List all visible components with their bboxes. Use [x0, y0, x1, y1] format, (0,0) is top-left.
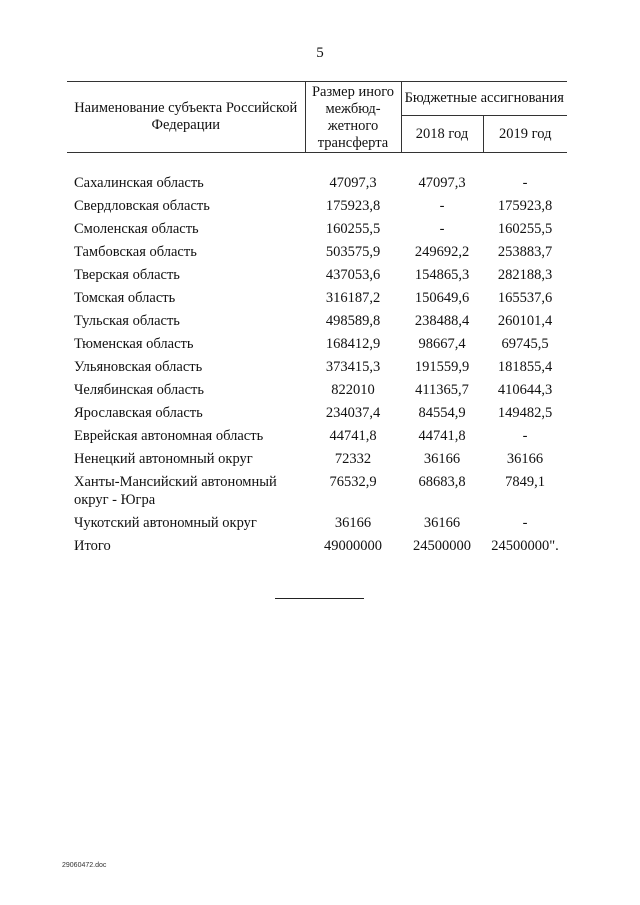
- region-name-cell: Сахалинская область: [74, 175, 204, 191]
- allocation-2018-cell: 238488,4: [414, 313, 470, 329]
- allocation-2019-cell: 175923,8: [497, 198, 553, 214]
- transfer-size-cell: 36166: [334, 515, 372, 531]
- allocation-2019-cell: 282188,3: [497, 267, 553, 283]
- allocation-2019-cell: 149482,5: [497, 405, 553, 421]
- transfer-size-cell: 373415,3: [325, 359, 381, 375]
- page-number: 5: [316, 45, 324, 61]
- table-row: [67, 218, 567, 241]
- header-year-2018: 2018 год: [401, 116, 483, 153]
- allocation-2019-cell: -: [522, 515, 528, 531]
- allocation-2019-cell: 160255,5: [497, 221, 553, 237]
- allocation-2018-cell: 36166: [423, 515, 461, 531]
- allocation-2019-cell: 260101,4: [497, 313, 553, 329]
- table-row: [67, 195, 567, 218]
- allocation-2018-cell: 84554,9: [418, 405, 466, 421]
- allocation-2019-cell: 24500000".: [491, 538, 559, 554]
- budget-table: [67, 81, 567, 558]
- transfer-size-cell: 168412,9: [325, 336, 381, 352]
- allocation-2018-cell: 150649,6: [414, 290, 470, 306]
- table-row: [67, 379, 567, 402]
- allocation-2018-cell: 68683,8: [418, 474, 466, 490]
- table-row: [67, 333, 567, 356]
- transfer-size-cell: 72332: [334, 451, 372, 467]
- table-row: [67, 512, 567, 535]
- header-spacer: [67, 153, 567, 173]
- transfer-size-cell: 437053,6: [325, 267, 381, 283]
- transfer-size-cell: 49000000: [324, 538, 382, 554]
- region-name-cell: Ярославская область: [74, 405, 203, 421]
- table-row: [67, 264, 567, 287]
- allocation-2018-cell: -: [439, 198, 445, 214]
- table-row: [67, 172, 567, 195]
- transfer-size-cell: 47097,3: [329, 175, 377, 191]
- table-row: [67, 310, 567, 333]
- allocation-2018-cell: -: [439, 221, 445, 237]
- allocation-2018-cell: 24500000: [413, 538, 471, 554]
- transfer-size-cell: 44741,8: [329, 428, 377, 444]
- region-name-cell: Томская область: [74, 290, 176, 306]
- region-name-cell: Смоленская область: [74, 221, 199, 237]
- region-name-cell: Еврейская автономная область: [74, 428, 264, 444]
- budget-table-container: [67, 81, 567, 558]
- allocation-2019-cell: 69745,5: [501, 336, 549, 352]
- region-name-cell: Итого: [74, 538, 111, 554]
- table-row: [67, 356, 567, 379]
- transfer-size-cell: 503575,9: [325, 244, 381, 260]
- allocation-2019-cell: 181855,4: [497, 359, 553, 375]
- region-name-cell: Тюменская область: [74, 336, 194, 352]
- header-budget-allocations: Бюджетные ассигнования: [401, 82, 567, 116]
- header-transfer-size: Размер иного межбюд-жетного трансферта: [305, 82, 401, 153]
- allocation-2019-cell: 36166: [506, 451, 544, 467]
- allocation-2019-cell: -: [522, 175, 528, 191]
- table-row: [67, 241, 567, 264]
- transfer-size-cell: 175923,8: [325, 198, 381, 214]
- allocation-2018-cell: 36166: [423, 451, 461, 467]
- transfer-size-cell: 160255,5: [325, 221, 381, 237]
- allocation-2018-cell: 249692,2: [414, 244, 470, 260]
- transfer-size-cell: 498589,8: [325, 313, 381, 329]
- region-name-cell: Тульская область: [74, 313, 180, 329]
- allocation-2018-cell: 191559,9: [414, 359, 470, 375]
- region-name-cell: Ненецкий автономный округ: [74, 451, 253, 467]
- region-name-cell: Тамбовская область: [74, 244, 197, 260]
- transfer-size-cell: 316187,2: [325, 290, 381, 306]
- allocation-2018-cell: 98667,4: [418, 336, 466, 352]
- region-name-cell: Ульяновская область: [74, 359, 203, 375]
- allocation-2018-cell: 411365,7: [415, 382, 469, 398]
- allocation-2019-cell: -: [522, 428, 528, 444]
- document-code: 29060472.doc: [62, 862, 107, 869]
- allocation-2019-cell: 7849,1: [505, 474, 545, 490]
- transfer-size-cell: 822010: [331, 382, 375, 398]
- region-name-cell: Ханты-Мансийский автономный округ - Югра: [74, 474, 277, 508]
- allocation-2019-cell: 410644,3: [497, 382, 553, 398]
- table-row: [67, 535, 567, 558]
- table-row: [67, 448, 567, 471]
- transfer-size-cell: 76532,9: [329, 474, 377, 490]
- table-body: [67, 153, 567, 559]
- table-row: [67, 425, 567, 448]
- table-row: [67, 471, 567, 512]
- transfer-size-cell: 234037,4: [325, 405, 381, 421]
- allocation-2019-cell: 165537,6: [497, 290, 553, 306]
- allocation-2018-cell: 47097,3: [418, 175, 466, 191]
- region-name-cell: Челябинская область: [74, 382, 204, 398]
- region-name-cell: Тверская область: [74, 267, 180, 283]
- region-name-cell: Свердловская область: [74, 198, 210, 214]
- table-row: [67, 287, 567, 310]
- table-row: [67, 402, 567, 425]
- region-name-cell: Чукотский автономный округ: [74, 515, 257, 531]
- allocation-2018-cell: 44741,8: [418, 428, 466, 444]
- footer-rule: [275, 598, 364, 599]
- header-year-2019: 2019 год: [483, 116, 567, 153]
- allocation-2019-cell: 253883,7: [497, 244, 553, 260]
- allocation-2018-cell: 154865,3: [414, 267, 470, 283]
- header-region-name: Наименование субъекта Российской Федерации: [67, 82, 305, 153]
